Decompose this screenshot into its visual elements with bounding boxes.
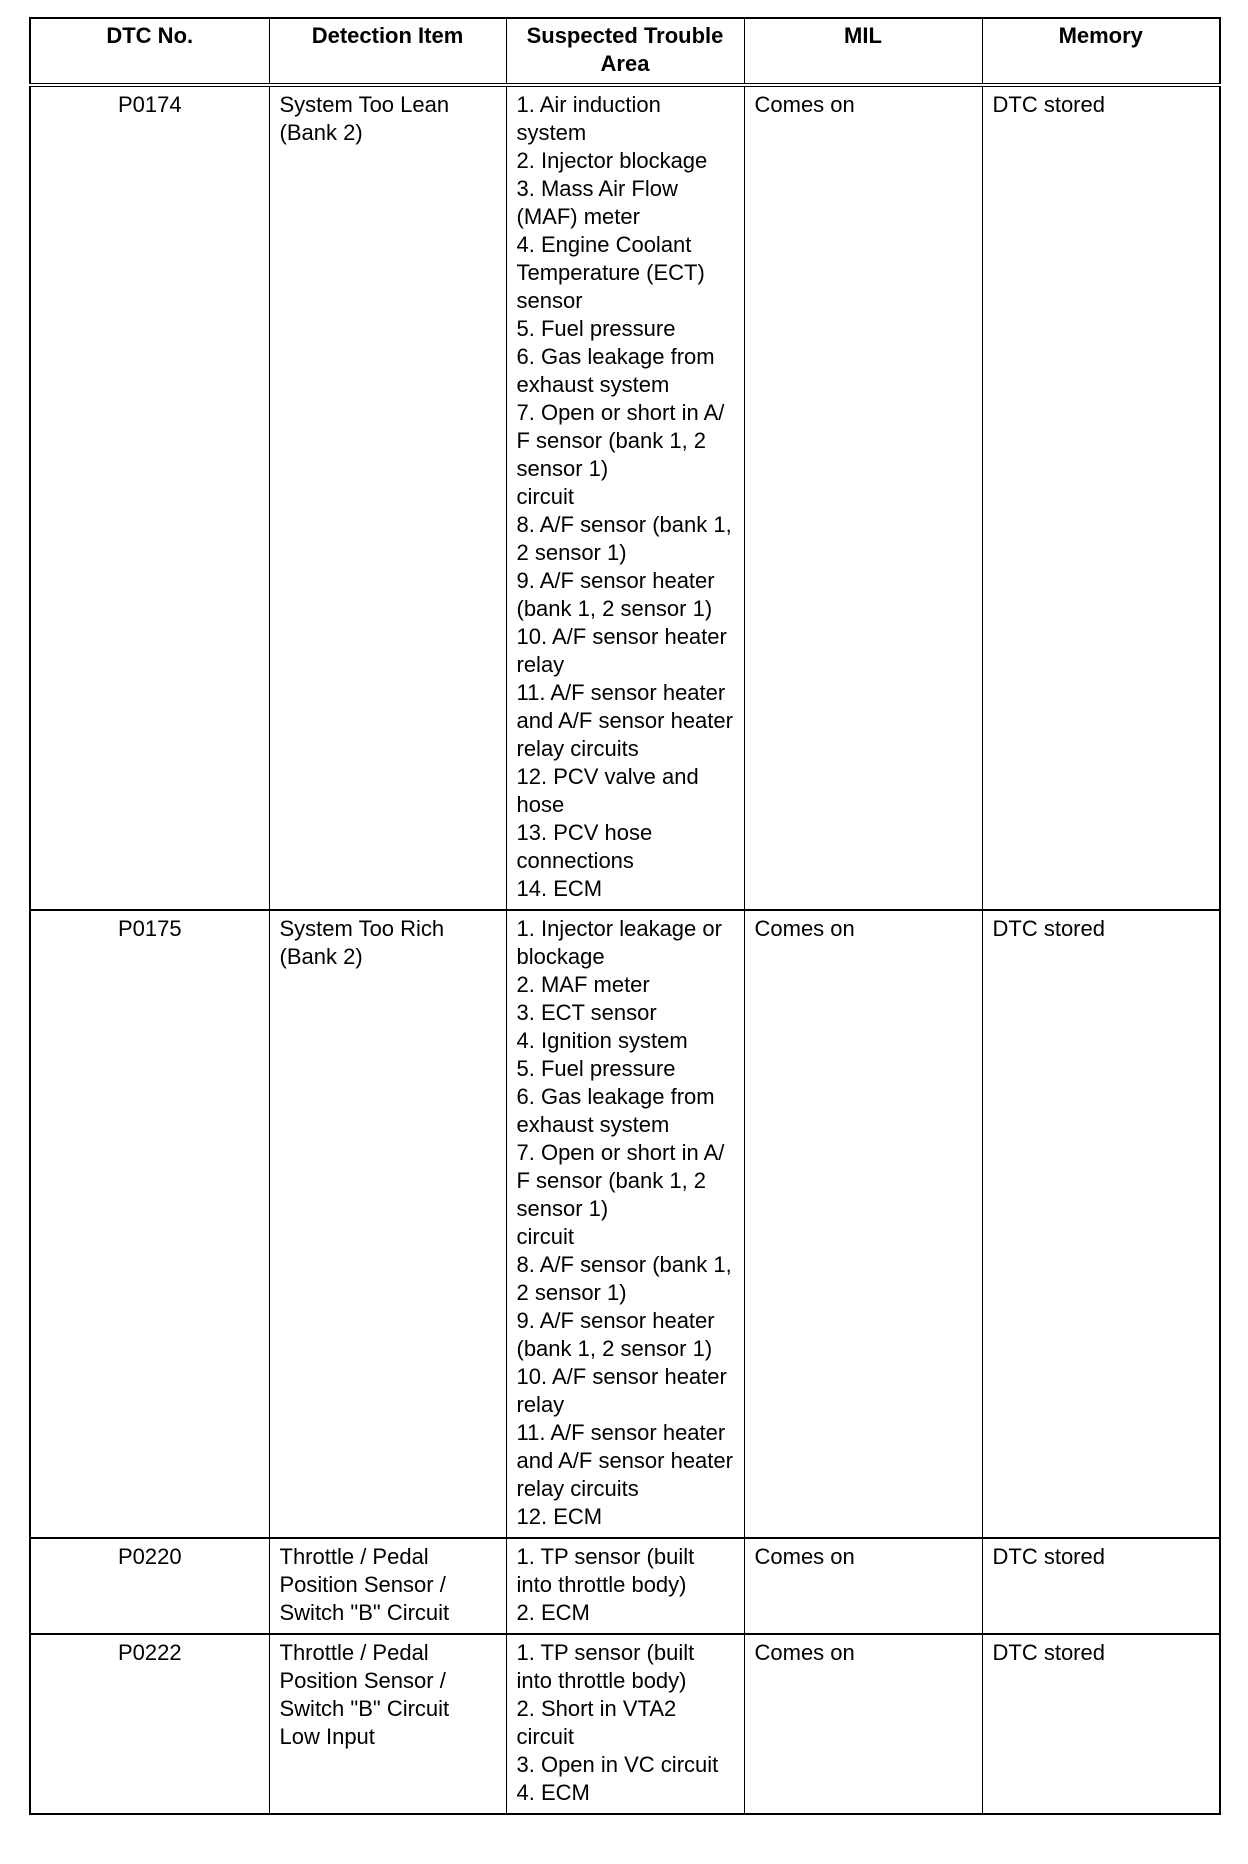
trouble-area-item: 5. Fuel pressure [516, 1056, 676, 1081]
trouble-area-item: 13. PCV hose connections [516, 820, 653, 873]
trouble-area-item: 2. Injector blockage [516, 148, 708, 173]
header-suspected-trouble-area: Suspected Trouble Area [506, 18, 744, 85]
trouble-area-item: 1. Injector leakage or blockage [516, 916, 722, 969]
trouble-area-item: 10. A/F sensor heater relay [516, 624, 727, 677]
mil-status: Comes on [744, 910, 982, 1538]
trouble-area-item: 1. TP sensor (built into throttle body) [516, 1544, 695, 1597]
dtc-code: P0220 [30, 1538, 269, 1634]
header-row [30, 18, 1220, 85]
dtc-code: P0222 [30, 1634, 269, 1814]
trouble-area-item: 7. Open or short in A/ F sensor (bank 1, 2 sensor 1) [516, 1140, 725, 1221]
mil-status: Comes on [744, 85, 982, 910]
dtc-code: P0175 [30, 910, 269, 1538]
trouble-area-item: 10. A/F sensor heater relay [516, 1364, 727, 1417]
trouble-area-item: 8. A/F sensor (bank 1, 2 sensor 1) [516, 1252, 732, 1305]
suspected-trouble-area [506, 1634, 744, 1814]
header-dtc-no: DTC No. [30, 18, 269, 85]
trouble-area-item: 1. TP sensor (built into throttle body) [516, 1640, 695, 1693]
suspected-trouble-area [506, 910, 744, 1538]
table-row [30, 1538, 1220, 1634]
trouble-area-item: 6. Gas leakage from exhaust system [516, 344, 715, 397]
table-row [30, 910, 1220, 1538]
memory-status: DTC stored [982, 1538, 1220, 1634]
trouble-area-item: 14. ECM [516, 876, 603, 901]
trouble-area-item: 1. Air induction system [516, 92, 661, 145]
trouble-area-item: 12. ECM [516, 1504, 603, 1529]
memory-status: DTC stored [982, 1634, 1220, 1814]
trouble-area-item: 11. A/F sensor heater and A/F sensor heater relay circuits [516, 680, 733, 761]
memory-status: DTC stored [982, 85, 1220, 910]
trouble-area-item: 2. Short in VTA2 circuit [516, 1696, 677, 1749]
trouble-area-item: 8. A/F sensor (bank 1, 2 sensor 1) [516, 512, 732, 565]
trouble-area-item: circuit [516, 1224, 574, 1249]
header-memory: Memory [982, 18, 1220, 85]
table-row [30, 85, 1220, 910]
detection-item: System Too Rich (Bank 2) [269, 910, 506, 1538]
trouble-area-item: 9. A/F sensor heater (bank 1, 2 sensor 1) [516, 568, 715, 621]
trouble-area-item: 4. Engine Coolant Temperature (ECT) sensor [516, 232, 705, 313]
trouble-area-item: 2. ECM [516, 1600, 590, 1625]
suspected-trouble-area [506, 85, 744, 910]
trouble-area-item: 2. MAF meter [516, 972, 650, 997]
suspected-trouble-area [506, 1538, 744, 1634]
trouble-area-item: circuit [516, 484, 574, 509]
table-row [30, 1634, 1220, 1814]
trouble-area-item: 12. PCV valve and hose [516, 764, 699, 817]
trouble-area-item: 3. Mass Air Flow (MAF) meter [516, 176, 678, 229]
trouble-area-item: 3. Open in VC circuit [516, 1752, 719, 1777]
mil-status: Comes on [744, 1634, 982, 1814]
trouble-area-item: 4. Ignition system [516, 1028, 688, 1053]
trouble-area-item: 9. A/F sensor heater (bank 1, 2 sensor 1) [516, 1308, 715, 1361]
dtc-code: P0174 [30, 85, 269, 910]
mil-status: Comes on [744, 1538, 982, 1634]
trouble-area-item: 4. ECM [516, 1780, 590, 1805]
memory-status: DTC stored [982, 910, 1220, 1538]
trouble-area-item: 6. Gas leakage from exhaust system [516, 1084, 715, 1137]
dtc-table [29, 17, 1221, 1815]
table-body [30, 85, 1220, 1814]
header-detection-item: Detection Item [269, 18, 506, 85]
trouble-area-item: 3. ECT sensor [516, 1000, 657, 1025]
detection-item: Throttle / Pedal Position Sensor / Switch "B" Circuit Low Input [269, 1634, 506, 1814]
header-mil: MIL [744, 18, 982, 85]
detection-item: Throttle / Pedal Position Sensor / Switch "B" Circuit [269, 1538, 506, 1634]
detection-item: System Too Lean (Bank 2) [269, 85, 506, 910]
trouble-area-item: 11. A/F sensor heater and A/F sensor heater relay circuits [516, 1420, 733, 1501]
trouble-area-item: 7. Open or short in A/ F sensor (bank 1, 2 sensor 1) [516, 400, 725, 481]
trouble-area-item: 5. Fuel pressure [516, 316, 676, 341]
